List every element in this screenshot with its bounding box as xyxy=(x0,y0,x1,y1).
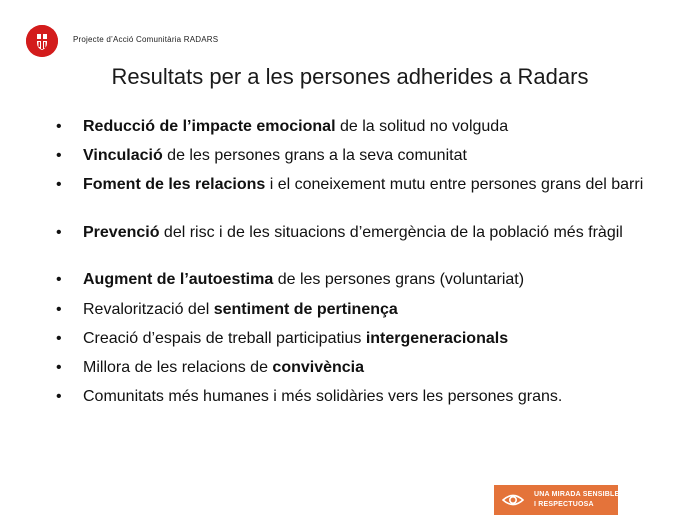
list-item-text xyxy=(83,175,666,194)
list-item-pre: Creació d’espais de treball participatius xyxy=(83,330,366,347)
list-item-pre: Millora de les relacions de xyxy=(83,359,273,376)
brand-line-1: UNA MIRADA SENSIBLE xyxy=(534,491,620,498)
list-item-pre: Revalorització del xyxy=(83,301,214,318)
project-label: Projecte d’Acció Comunitària RADARS xyxy=(73,35,219,44)
brand-line-2: I RESPECTUOSA xyxy=(534,501,594,508)
list-item-text xyxy=(83,358,666,377)
list-item-text xyxy=(83,117,666,136)
bullet-icon: • xyxy=(56,330,62,347)
list-item-rest: de la solitud no volguda xyxy=(335,118,509,135)
bullet-icon: • xyxy=(56,118,62,135)
list-item-text xyxy=(83,387,666,406)
list-item-pre: Comunitats més humanes i més solidàries vers les persones grans. xyxy=(83,388,563,405)
list-item-bold: Augment de l’autoestima xyxy=(83,271,274,288)
page-title: Resultats per a les persones adherides a Radars xyxy=(111,64,589,89)
list-item-bold: intergeneracionals xyxy=(365,330,509,347)
list-item-rest: del risc i de les situacions d’emergència de la població més fràgil xyxy=(159,224,623,241)
bullet-icon: • xyxy=(56,388,62,405)
list-item-text xyxy=(83,300,666,319)
list-item-rest: de les persones grans a la seva comunitat xyxy=(162,147,467,164)
list-item-bold: sentiment de pertinença xyxy=(213,301,398,318)
list-item-bold: Foment de les relacions xyxy=(83,176,266,193)
bullet-icon: • xyxy=(56,224,62,241)
list-item-rest: de les persones grans (voluntariat) xyxy=(273,271,525,288)
list-item-text xyxy=(83,329,666,348)
list-item-rest: i el coneixement mutu entre persones grans del barri xyxy=(265,176,644,193)
list-item-text xyxy=(83,223,666,242)
list-item-text xyxy=(83,146,666,165)
bullet-icon: • xyxy=(56,176,62,193)
city-logo-icon xyxy=(26,25,58,57)
bullet-icon: • xyxy=(56,271,62,288)
list-item-bold: Vinculació xyxy=(83,147,163,164)
list-item-bold: convivència xyxy=(272,359,365,376)
footer-brand-badge xyxy=(494,485,618,515)
list-item-bold: Prevenció xyxy=(83,224,160,241)
bullet-icon: • xyxy=(56,147,62,164)
bullet-icon: • xyxy=(56,301,62,318)
list-item-bold: Reducció de l’impacte emocional xyxy=(83,118,336,135)
eye-icon xyxy=(502,491,524,509)
bullet-icon: • xyxy=(56,359,62,376)
list-item-text xyxy=(83,270,666,289)
